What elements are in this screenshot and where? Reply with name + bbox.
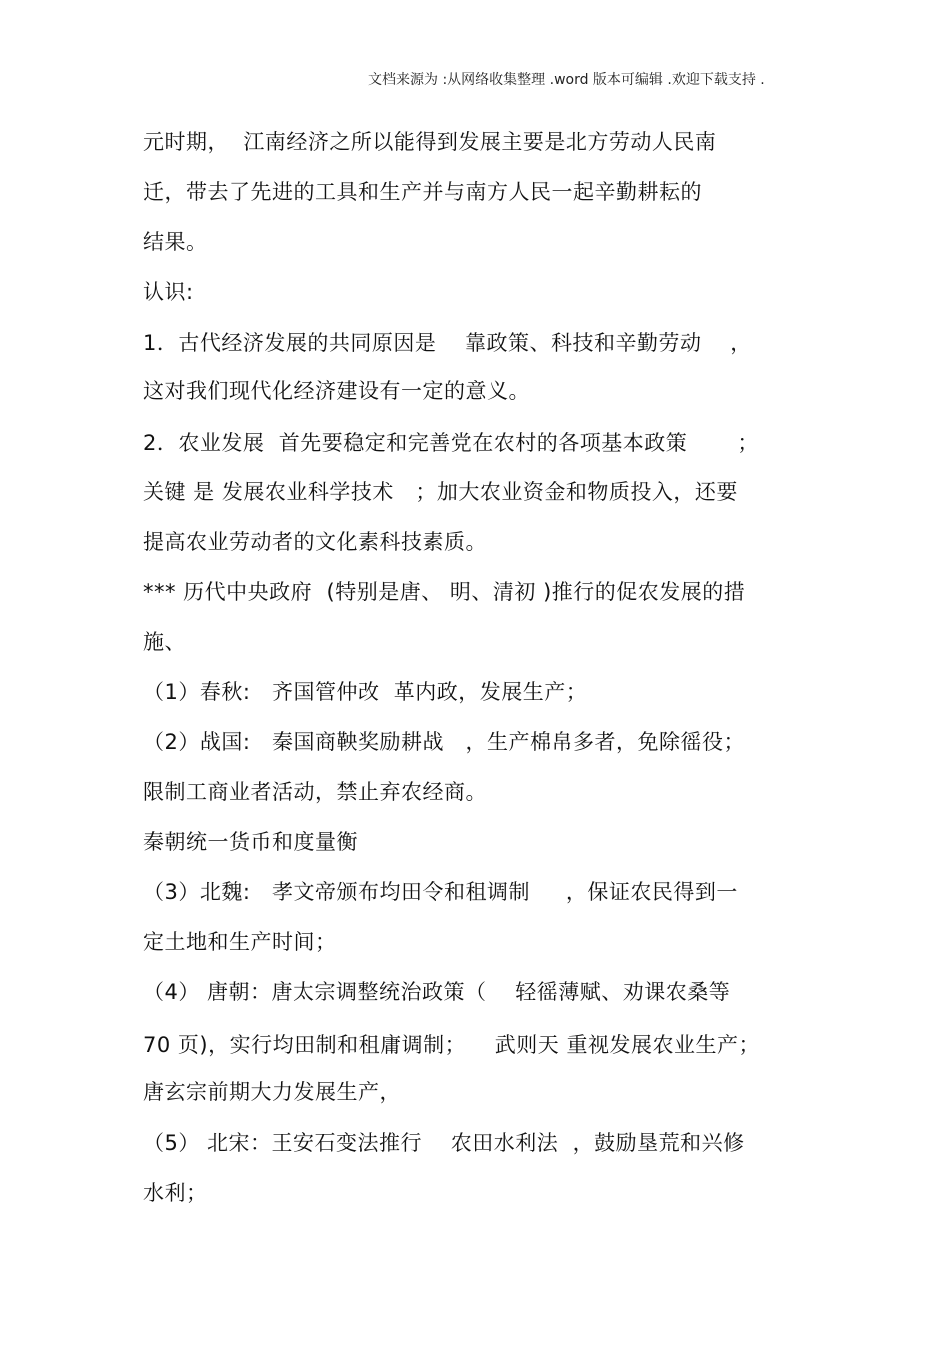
text-line: 结果。 <box>143 230 208 254</box>
text-line: 1．古代经济发展的共同原因是 靠政策、科技和辛勤劳动 ， <box>143 331 752 355</box>
text-line: 迁，带去了先进的工具和生产并与南方人民一起辛勤耕耘的 <box>143 180 702 204</box>
text-line: 提高农业劳动者的文化素科技素质。 <box>143 530 487 554</box>
text-line: （2）战国: 秦国商鞅奖励耕战 ，生产棉帛多者，免除徭役； <box>143 730 745 754</box>
text-line: *** 历代中央政府 (特别是唐、 明、清初 )推行的促农发展的措 <box>143 580 746 604</box>
text-line: 秦朝统一货币和度量衡 <box>143 830 358 854</box>
text-line: （4） 唐朝：唐太宗调整统治政策（ 轻徭薄赋、劝课农桑等 <box>143 980 731 1004</box>
text-line: 元时期， 江南经济之所以能得到发展主要是北方劳动人民南 <box>143 130 717 154</box>
text-line: 认识: <box>143 280 194 304</box>
text-line: 施、 <box>143 630 186 654</box>
text-line: （1）春秋: 齐国管仲改 革内政，发展生产； <box>143 680 588 704</box>
text-line: 唐玄宗前期大力发展生产， <box>143 1080 401 1104</box>
text-line: 2．农业发展 首先要稳定和完善党在农村的各项基本政策 ； <box>143 431 759 455</box>
text-line: 70 页)，实行均田制和租庸调制； 武则天 重视发展农业生产； <box>143 1033 760 1057</box>
text-line: 关键 是 发展农业科学技术 ；加大农业资金和物质投入，还要 <box>143 480 738 504</box>
text-line: 限制工商业者活动，禁止弃农经商。 <box>143 780 487 804</box>
text-line: 定土地和生产时间； <box>143 930 337 954</box>
page-header: 文档来源为 :从网络收集整理 .word 版本可编辑 .欢迎下载支持 . <box>368 72 765 88</box>
text-line: （5） 北宋：王安石变法推行 农田水利法 ，鼓励垦荒和兴修 <box>143 1131 745 1155</box>
text-line: （3）北魏: 孝文帝颁布均田令和租调制 ，保证农民得到一 <box>143 880 738 904</box>
text-line: 这对我们现代化经济建设有一定的意义。 <box>143 379 530 403</box>
text-line: 水利； <box>143 1181 208 1205</box>
